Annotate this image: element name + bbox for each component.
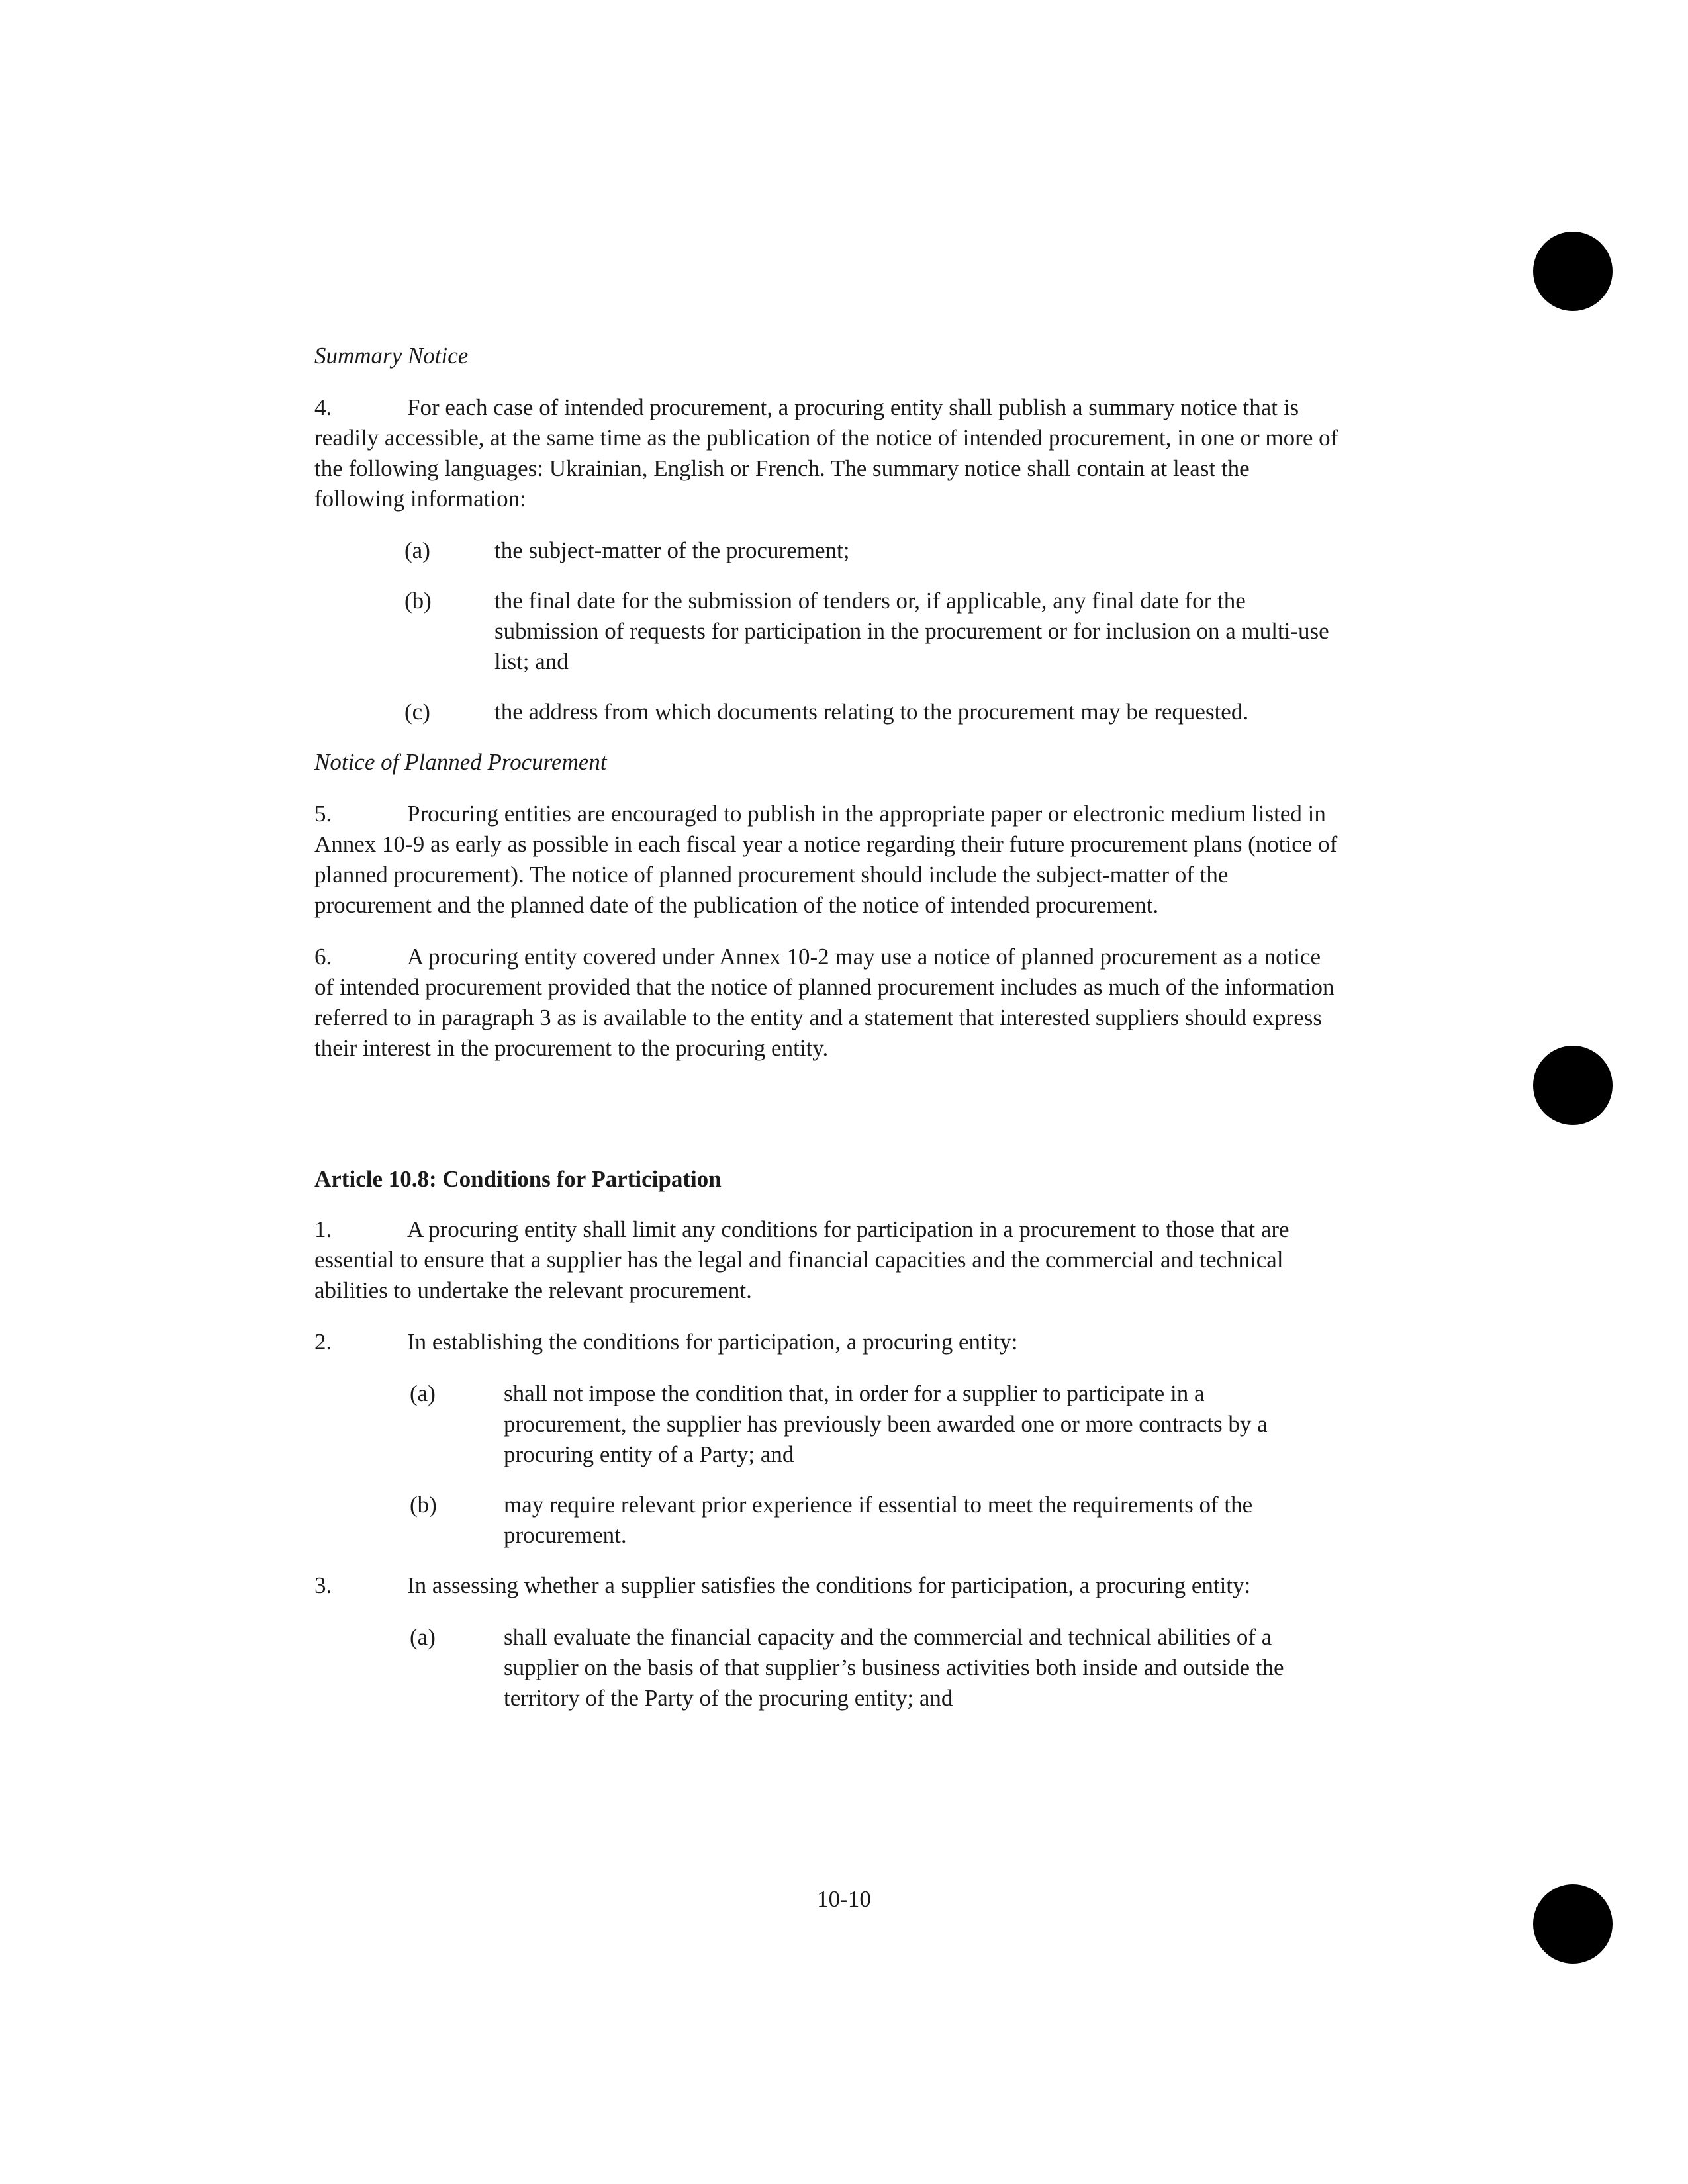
planned-procurement-heading: Notice of Planned Procurement: [314, 749, 607, 775]
paragraph-text: In assessing whether a supplier satisfies the conditions for participation, a procuring entity:: [407, 1572, 1251, 1598]
binder-hole-middle: [1533, 1046, 1613, 1125]
article-paragraph-3: [314, 1570, 1344, 1601]
item-letter: (b): [404, 588, 432, 614]
item-text: the final date for the submission of tenders or, if applicable, any final date for the submission of requests for participation in the procurement or for inclusion on a multi-use list; and: [494, 588, 1329, 674]
paragraph-number: 5.: [314, 801, 332, 827]
article-paragraph-3-items: [314, 1622, 1344, 1713]
item-text: the address from which documents relating to the procurement may be requested.: [494, 699, 1249, 725]
item-text: shall evaluate the financial capacity and the commercial and technical abilities of a supplier on the basis of that supplier’s business activities both inside and outside the territory of the Party of the procuring entity; and: [504, 1624, 1284, 1711]
paragraph-text: A procuring entity covered under Annex 10-2 may use a notice of planned procurement as a notice of intended procurement provided that the notice of planned procurement includes as much of the information referred to in paragraph 3 as is available to the entity and a statement that interested suppliers should express their interest in the procurement to the procuring entity.: [314, 944, 1335, 1061]
page-number: 10-10: [817, 1886, 871, 1912]
article-paragraph-2-items: [314, 1379, 1344, 1551]
item-letter: (c): [404, 699, 430, 725]
paragraph-number: 1.: [314, 1216, 332, 1242]
item-text: shall not impose the condition that, in order for a supplier to participate in a procurement, the supplier has previously been awarded one or more contracts by a procuring entity of a Party; and: [504, 1381, 1268, 1467]
binder-hole-top: [1533, 232, 1613, 311]
item-letter: (b): [410, 1492, 437, 1518]
article-heading: Article 10.8: Conditions for Participation: [314, 1166, 722, 1192]
paragraph-number: 6.: [314, 944, 332, 970]
document-body: [314, 341, 1344, 1733]
list-item: [314, 586, 1344, 677]
item-text: the subject-matter of the procurement;: [494, 537, 850, 563]
item-letter: (a): [410, 1381, 436, 1406]
paragraph-5: [314, 799, 1344, 921]
list-item: [314, 1490, 1344, 1551]
article-paragraph-1: [314, 1214, 1344, 1306]
paragraph-number: 4.: [314, 394, 332, 420]
item-letter: (a): [404, 537, 430, 563]
list-item: [314, 1379, 1344, 1470]
paragraph-text: A procuring entity shall limit any conditions for participation in a procurement to those that are essential to ensure that a supplier has the legal and financial capacities and the commercial and technical abilities to undertake the relevant procurement.: [314, 1216, 1289, 1303]
item-letter: (a): [410, 1624, 436, 1650]
list-item: [314, 535, 1344, 566]
paragraph-4: [314, 392, 1344, 514]
article-paragraph-2: [314, 1327, 1344, 1357]
paragraph-text: Procuring entities are encouraged to publish in the appropriate paper or electronic medium listed in Annex 10-9 as early as possible in each fiscal year a notice regarding their future procurement plans (notice of planned procurement). The notice of planned procurement should include the subject-matter of the procurement and the planned date of the publication of the notice of intended procurement.: [314, 801, 1338, 918]
item-text: may require relevant prior experience if essential to meet the requirements of the procurement.: [504, 1492, 1253, 1548]
paragraph-text: For each case of intended procurement, a procuring entity shall publish a summary notice that is readily accessible, at the same time as the publication of the notice of intended procurement, in one or more of the following languages: Ukrainian, English or French. The summary notice shall contain at least the following information:: [314, 394, 1338, 512]
list-item: [314, 697, 1344, 727]
paragraph-number: 3.: [314, 1572, 332, 1598]
summary-notice-items: [314, 535, 1344, 727]
paragraph-6: [314, 942, 1344, 1064]
list-item: [314, 1622, 1344, 1713]
summary-notice-heading: Summary Notice: [314, 343, 469, 369]
paragraph-text: In establishing the conditions for participation, a procuring entity:: [407, 1329, 1018, 1355]
paragraph-number: 2.: [314, 1329, 332, 1355]
section-spacer: [314, 1085, 1344, 1164]
